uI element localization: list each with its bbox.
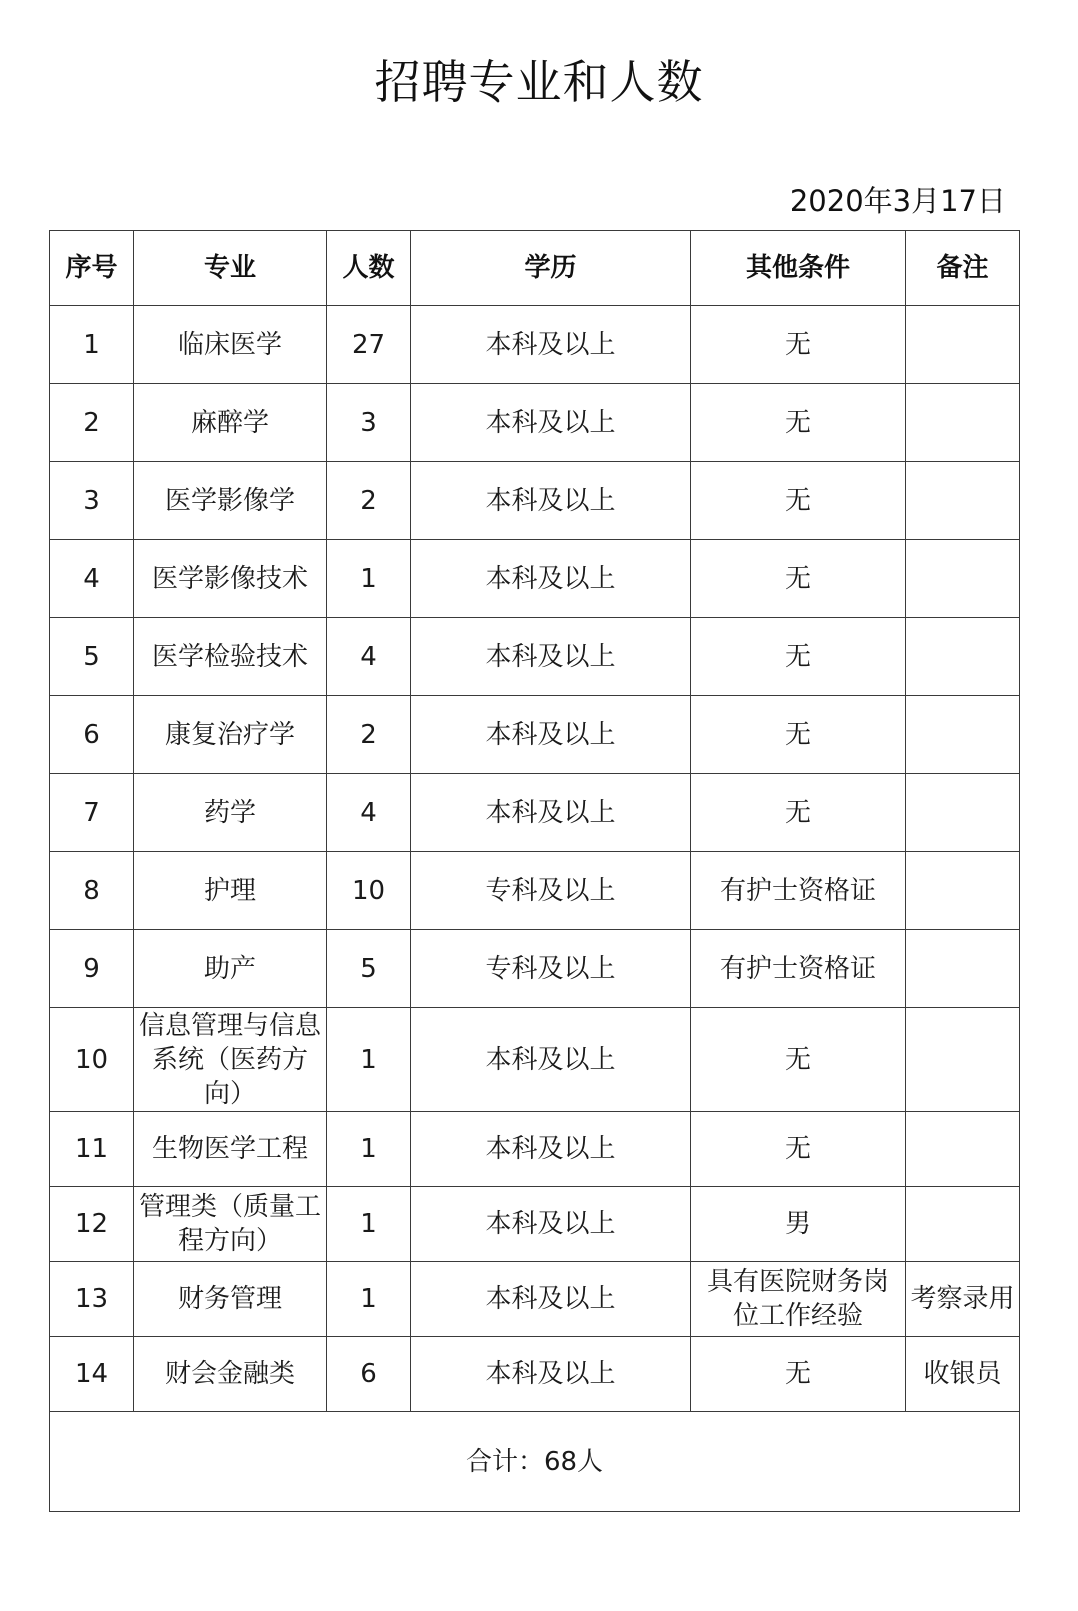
cell-count: 1 xyxy=(327,1262,411,1337)
cell-index: 10 xyxy=(50,1008,134,1112)
cell-other: 有护士资格证 xyxy=(691,852,906,930)
cell-other: 无 xyxy=(691,696,906,774)
cell-major: 财会金融类 xyxy=(134,1337,327,1412)
cell-index: 13 xyxy=(50,1262,134,1337)
cell-education: 本科及以上 xyxy=(411,1187,691,1262)
table-row xyxy=(50,618,1020,696)
cell-index: 1 xyxy=(50,306,134,384)
cell-note xyxy=(906,618,1020,696)
cell-note xyxy=(906,696,1020,774)
cell-other: 无 xyxy=(691,1112,906,1187)
table-row xyxy=(50,1262,1020,1337)
cell-education: 专科及以上 xyxy=(411,930,691,1008)
table-header-row xyxy=(50,231,1020,306)
cell-index: 8 xyxy=(50,852,134,930)
cell-education: 本科及以上 xyxy=(411,1112,691,1187)
cell-other: 男 xyxy=(691,1187,906,1262)
cell-education: 本科及以上 xyxy=(411,1337,691,1412)
cell-education: 本科及以上 xyxy=(411,696,691,774)
cell-major: 麻醉学 xyxy=(134,384,327,462)
table-row xyxy=(50,1187,1020,1262)
cell-education: 本科及以上 xyxy=(411,774,691,852)
cell-education: 本科及以上 xyxy=(411,540,691,618)
cell-index: 5 xyxy=(50,618,134,696)
cell-other: 无 xyxy=(691,384,906,462)
cell-other: 无 xyxy=(691,618,906,696)
cell-count: 5 xyxy=(327,930,411,1008)
cell-index: 14 xyxy=(50,1337,134,1412)
table-row xyxy=(50,306,1020,384)
table-row xyxy=(50,540,1020,618)
cell-index: 11 xyxy=(50,1112,134,1187)
cell-count: 1 xyxy=(327,540,411,618)
cell-count: 2 xyxy=(327,696,411,774)
header-education: 学历 xyxy=(411,231,691,306)
table-row xyxy=(50,774,1020,852)
cell-major: 管理类（质量工程方向） xyxy=(134,1187,327,1262)
total-cell: 合计：68人 xyxy=(50,1412,1020,1512)
cell-major: 医学检验技术 xyxy=(134,618,327,696)
cell-other: 无 xyxy=(691,462,906,540)
cell-major: 生物医学工程 xyxy=(134,1112,327,1187)
cell-index: 9 xyxy=(50,930,134,1008)
cell-education: 本科及以上 xyxy=(411,618,691,696)
cell-note: 考察录用 xyxy=(906,1262,1020,1337)
header-remarks: 备注 xyxy=(906,231,1020,306)
cell-major: 医学影像技术 xyxy=(134,540,327,618)
cell-major: 药学 xyxy=(134,774,327,852)
cell-education: 本科及以上 xyxy=(411,384,691,462)
table-row xyxy=(50,1337,1020,1412)
cell-note xyxy=(906,384,1020,462)
cell-major: 临床医学 xyxy=(134,306,327,384)
cell-count: 4 xyxy=(327,774,411,852)
cell-count: 27 xyxy=(327,306,411,384)
cell-note xyxy=(906,774,1020,852)
cell-education: 本科及以上 xyxy=(411,1262,691,1337)
table-row xyxy=(50,462,1020,540)
cell-index: 12 xyxy=(50,1187,134,1262)
cell-note: 收银员 xyxy=(906,1337,1020,1412)
table-row xyxy=(50,930,1020,1008)
cell-count: 1 xyxy=(327,1008,411,1112)
cell-other: 有护士资格证 xyxy=(691,930,906,1008)
cell-other: 具有医院财务岗位工作经验 xyxy=(691,1262,906,1337)
cell-education: 本科及以上 xyxy=(411,462,691,540)
cell-other: 无 xyxy=(691,540,906,618)
cell-education: 本科及以上 xyxy=(411,306,691,384)
cell-major: 财务管理 xyxy=(134,1262,327,1337)
document-title: 招聘专业和人数 xyxy=(374,55,704,109)
cell-other: 无 xyxy=(691,306,906,384)
cell-index: 7 xyxy=(50,774,134,852)
cell-index: 4 xyxy=(50,540,134,618)
cell-note xyxy=(906,930,1020,1008)
cell-note xyxy=(906,306,1020,384)
cell-count: 3 xyxy=(327,384,411,462)
cell-major: 康复治疗学 xyxy=(134,696,327,774)
cell-major: 护理 xyxy=(134,852,327,930)
total-row xyxy=(50,1412,1020,1512)
cell-other: 无 xyxy=(691,774,906,852)
cell-education: 本科及以上 xyxy=(411,1008,691,1112)
document-date: 2020年3月17日 xyxy=(789,184,1006,218)
cell-other: 无 xyxy=(691,1337,906,1412)
cell-note xyxy=(906,1187,1020,1262)
recruitment-table xyxy=(49,230,1020,1512)
cell-count: 10 xyxy=(327,852,411,930)
cell-count: 1 xyxy=(327,1187,411,1262)
cell-index: 6 xyxy=(50,696,134,774)
header-other-conditions: 其他条件 xyxy=(691,231,906,306)
cell-note xyxy=(906,462,1020,540)
cell-index: 3 xyxy=(50,462,134,540)
cell-other: 无 xyxy=(691,1008,906,1112)
cell-note xyxy=(906,1112,1020,1187)
header-index: 序号 xyxy=(50,231,134,306)
header-count: 人数 xyxy=(327,231,411,306)
table-row xyxy=(50,384,1020,462)
table-row xyxy=(50,696,1020,774)
cell-major: 信息管理与信息系统（医药方向） xyxy=(134,1008,327,1112)
table-row xyxy=(50,852,1020,930)
table-row xyxy=(50,1008,1020,1112)
cell-note xyxy=(906,540,1020,618)
table-row xyxy=(50,1112,1020,1187)
header-major: 专业 xyxy=(134,231,327,306)
cell-note xyxy=(906,852,1020,930)
cell-note xyxy=(906,1008,1020,1112)
cell-count: 4 xyxy=(327,618,411,696)
cell-major: 医学影像学 xyxy=(134,462,327,540)
cell-education: 专科及以上 xyxy=(411,852,691,930)
cell-count: 2 xyxy=(327,462,411,540)
cell-count: 1 xyxy=(327,1112,411,1187)
cell-count: 6 xyxy=(327,1337,411,1412)
cell-major: 助产 xyxy=(134,930,327,1008)
cell-index: 2 xyxy=(50,384,134,462)
